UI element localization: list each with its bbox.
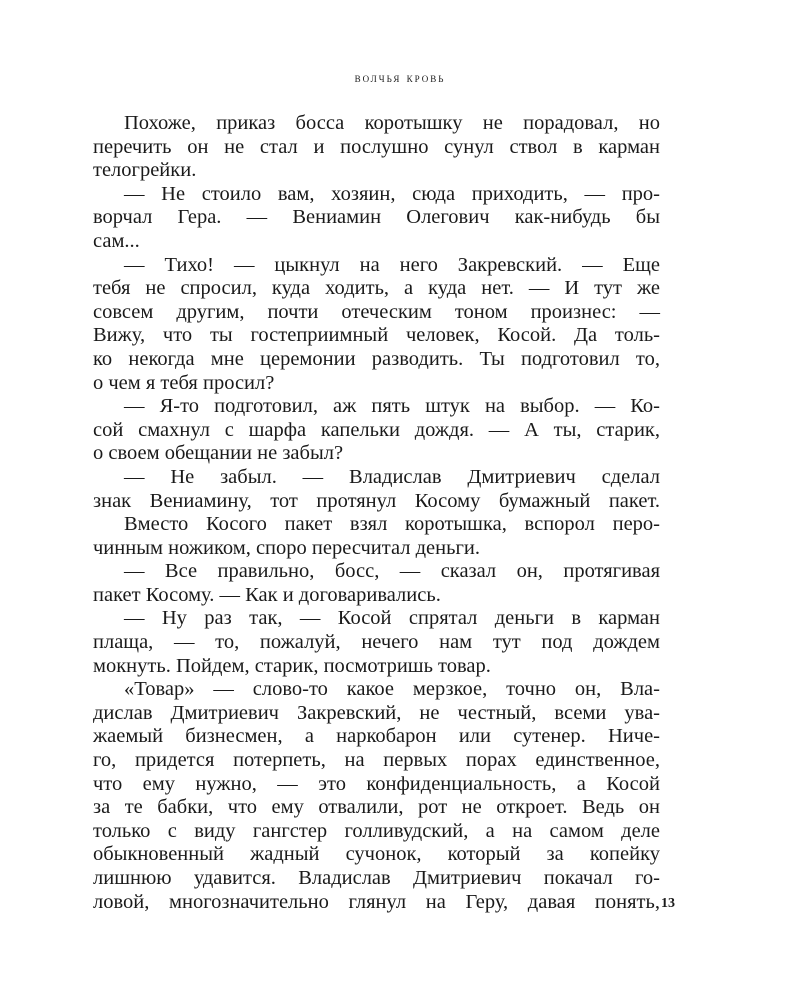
text-line: — Тихо! — цыкнул на него Закревский. — Еще	[124, 253, 660, 276]
text-line: — Не стоило вам, хозяин, сюда приходить, — про-	[124, 182, 660, 205]
text-line: плаща, — то, пожалуй, нечего нам тут под дождем	[93, 631, 660, 654]
text-line: — Не забыл. — Владислав Дмитриевич сделал	[124, 465, 660, 488]
text-line: тебя не спросил, куда ходить, а куда нет. — И тут же	[93, 277, 660, 300]
text-line: — Я-то подготовил, аж пять штук на выбор. — Ко-	[124, 395, 660, 418]
text-line: о своем обещании не забыл?	[93, 442, 344, 465]
text-line: совсем другим, почти отеческим тоном произнес: —	[93, 300, 660, 323]
text-line: о чем я тебя просил?	[93, 371, 275, 394]
text-line: го, придется потерпеть, на первых порах единственное,	[93, 749, 660, 772]
text-line: — Все правильно, босс, — сказал он, протягивая	[124, 560, 660, 583]
page-number: 13	[661, 896, 675, 911]
text-line: сой смахнул с шарфа капельки дождя. — А ты, старик,	[93, 418, 660, 441]
text-line: «Товар» — слово-то какое мерзкое, точно он, Вла-	[124, 678, 660, 701]
text-line: телогрейки.	[93, 159, 197, 182]
text-line: ко некогда мне церемонии разводить. Ты подготовил то,	[93, 347, 660, 370]
text-line: за те бабки, что ему отвалили, рот не откроет. Ведь он	[93, 796, 660, 819]
text-line: Вместо Косого пакет взял коротышка, вспорол перо-	[124, 513, 660, 536]
text-line: что ему нужно, — это конфиденциальность, а Косой	[93, 772, 660, 795]
body-text	[93, 112, 660, 914]
text-line: только с виду гангстер голливудский, а на самом деле	[93, 819, 660, 842]
text-line: жаемый бизнесмен, а наркобарон или сутенер. Ниче-	[93, 725, 660, 748]
text-line: мокнуть. Пойдем, старик, посмотришь товар.	[93, 654, 491, 677]
text-line: перечить он не стал и послушно сунул ствол в карман	[93, 135, 660, 158]
text-line: сам...	[93, 229, 140, 252]
text-line: — Ну раз так, — Косой спрятал деньги в карман	[124, 607, 660, 630]
text-line: обыкновенный жадный сучонок, который за копейку	[93, 843, 660, 866]
text-line: чинным ножиком, споро пересчитал деньги.	[93, 536, 480, 559]
text-line: Вижу, что ты гостеприимный человек, Косой. Да толь-	[93, 324, 660, 347]
text-line: ворчал Гера. — Вениамин Олегович как-нибудь бы	[93, 206, 660, 229]
text-line: пакет Косому. — Как и договаривались.	[93, 583, 441, 606]
text-line: знак Вениамину, тот протянул Косому бумажный пакет.	[93, 489, 660, 512]
text-line: дислав Дмитриевич Закревский, не честный, всеми ува-	[93, 701, 660, 724]
text-line: ловой, многозначительно глянул на Геру, давая понять,	[93, 890, 660, 913]
running-head-title: волчья кровь	[354, 70, 446, 85]
text-line: Похоже, приказ босса коротышку не порадовал, но	[124, 112, 660, 134]
text-line: лишнюю удавится. Владислав Дмитриевич покачал го-	[93, 867, 660, 889]
